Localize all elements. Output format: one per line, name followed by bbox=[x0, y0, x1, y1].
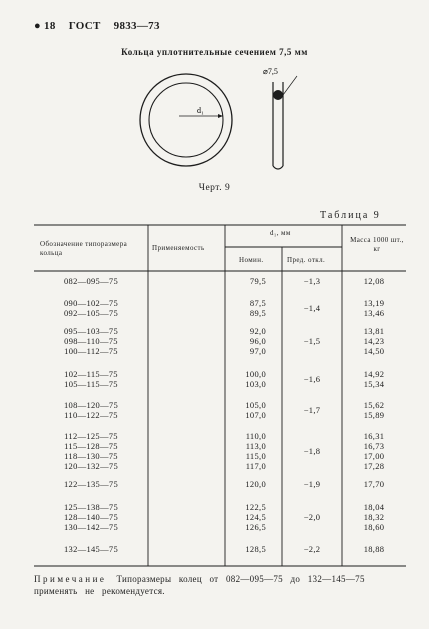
mass-cell-value: 16,31 bbox=[363, 431, 385, 441]
col-header-tolerance: Пред. откл. bbox=[287, 256, 326, 264]
col-header-applicability: Применяемость bbox=[152, 244, 205, 252]
mass-cell-value: 18,88 bbox=[363, 544, 385, 554]
designation-cell-value: 102—115—75 bbox=[64, 369, 118, 379]
designation-cell-value: 122—135—75 bbox=[64, 479, 118, 489]
col-header-mass: Масса 1000 шт., кг bbox=[350, 236, 404, 253]
nominal-cell bbox=[228, 544, 266, 554]
nominal-cell bbox=[228, 400, 266, 420]
nominal-cell-value: 126,5 bbox=[245, 522, 266, 532]
mass-cell-value: 17,00 bbox=[363, 451, 385, 461]
designation-cell bbox=[36, 544, 146, 554]
designation-cell-value: 090—102—75 bbox=[64, 298, 118, 308]
mass-cell-value: 15,89 bbox=[363, 410, 385, 420]
designation-cell-value: 100—112—75 bbox=[64, 346, 118, 356]
designation-cell-value: 110—122—75 bbox=[64, 410, 118, 420]
tolerance-cell: −1,4 bbox=[303, 303, 321, 313]
col-header-nominal: Номин. bbox=[239, 256, 264, 264]
d1-label: d₁ bbox=[197, 106, 204, 115]
tolerance-cell: −1,6 bbox=[303, 374, 321, 384]
designation-cell bbox=[36, 298, 146, 318]
page-number: 18 bbox=[44, 20, 56, 32]
designation-cell bbox=[36, 502, 146, 532]
mass-cell-value: 18,60 bbox=[363, 522, 385, 532]
nominal-cell-value: 128,5 bbox=[245, 544, 266, 554]
nominal-cell-value: 97,0 bbox=[249, 346, 266, 356]
mass-cell-value: 12,08 bbox=[363, 276, 385, 286]
tolerance-cell: −2,0 bbox=[303, 512, 321, 522]
nominal-cell-value: 110,0 bbox=[245, 431, 266, 441]
note-text: Типоразмеры колец от 082—095—75 до 132—145—75 применять не рекомендуется. bbox=[34, 574, 365, 596]
nominal-cell bbox=[228, 431, 266, 471]
nominal-cell-value: 100,0 bbox=[245, 369, 266, 379]
table-note bbox=[34, 573, 404, 597]
standard-number: 9833—73 bbox=[113, 20, 160, 32]
nominal-cell-value: 107,0 bbox=[245, 410, 266, 420]
nominal-cell bbox=[228, 298, 266, 318]
mass-cell-value: 17,28 bbox=[363, 461, 385, 471]
nominal-cell-value: 96,0 bbox=[249, 336, 266, 346]
nominal-cell-value: 89,5 bbox=[249, 308, 266, 318]
mass-cell-value: 15,62 bbox=[363, 400, 385, 410]
nominal-cell bbox=[228, 326, 266, 356]
designation-cell-value: 098—110—75 bbox=[64, 336, 118, 346]
designation-cell-value: 125—138—75 bbox=[64, 502, 118, 512]
mass-cell-value: 13,19 bbox=[363, 298, 385, 308]
mass-cell-value: 14,50 bbox=[363, 346, 385, 356]
designation-cell-value: 082—095—75 bbox=[64, 276, 118, 286]
nominal-cell-value: 120,0 bbox=[245, 479, 266, 489]
designation-cell bbox=[36, 276, 146, 286]
mass-cell bbox=[342, 400, 406, 420]
section-diameter-label: ⌀7,5 bbox=[263, 67, 278, 76]
mass-cell-value: 14,23 bbox=[363, 336, 385, 346]
mass-cell-value: 14,92 bbox=[363, 369, 385, 379]
designation-cell-value: 112—125—75 bbox=[64, 431, 118, 441]
mass-cell-value: 15,34 bbox=[363, 379, 385, 389]
designation-cell-value: 118—130—75 bbox=[64, 451, 118, 461]
nominal-cell bbox=[228, 502, 266, 532]
nominal-cell-value: 79,5 bbox=[249, 276, 266, 286]
mass-cell-value: 13,81 bbox=[363, 326, 385, 336]
designation-cell-value: 132—145—75 bbox=[64, 544, 118, 554]
designation-cell-value: 120—132—75 bbox=[64, 461, 118, 471]
nominal-cell-value: 92,0 bbox=[249, 326, 266, 336]
mass-cell-value: 13,46 bbox=[363, 308, 385, 318]
tolerance-cell: −1,7 bbox=[303, 405, 321, 415]
nominal-cell-value: 115,0 bbox=[245, 451, 266, 461]
mass-cell-value: 17,70 bbox=[363, 479, 385, 489]
mass-cell bbox=[342, 326, 406, 356]
mass-cell bbox=[342, 502, 406, 532]
designation-cell-value: 130—142—75 bbox=[64, 522, 118, 532]
designation-cell-value: 128—140—75 bbox=[64, 512, 118, 522]
note-label: Примечание bbox=[34, 574, 107, 584]
bullet-icon: ● bbox=[34, 20, 41, 32]
designation-cell-value: 115—128—75 bbox=[64, 441, 118, 451]
mass-cell bbox=[342, 479, 406, 489]
designation-cell bbox=[36, 479, 146, 489]
tolerance-cell: −1,5 bbox=[303, 336, 321, 346]
col-header-designation: Обозначение типоразмера кольца bbox=[40, 240, 128, 257]
nominal-cell bbox=[228, 369, 266, 389]
designation-cell bbox=[36, 326, 146, 356]
nominal-cell-value: 105,0 bbox=[245, 400, 266, 410]
figure-label: Черт. 9 bbox=[198, 183, 231, 193]
mass-cell-value: 18,32 bbox=[363, 512, 385, 522]
mass-cell bbox=[342, 298, 406, 318]
designation-cell-value: 105—115—75 bbox=[64, 379, 118, 389]
designation-cell-value: 095—103—75 bbox=[64, 326, 118, 336]
designation-cell-value: 108—120—75 bbox=[64, 400, 118, 410]
mass-cell bbox=[342, 431, 406, 471]
mass-cell-value: 18,04 bbox=[363, 502, 385, 512]
tolerance-cell: −1,8 bbox=[303, 446, 321, 456]
nominal-cell bbox=[228, 276, 266, 286]
mass-cell bbox=[342, 369, 406, 389]
mass-cell-value: 16,73 bbox=[363, 441, 385, 451]
nominal-cell-value: 113,0 bbox=[245, 441, 266, 451]
nominal-cell-value: 122,5 bbox=[245, 502, 266, 512]
nominal-cell-value: 87,5 bbox=[249, 298, 266, 308]
tolerance-cell: −1,9 bbox=[303, 479, 321, 489]
mass-cell bbox=[342, 276, 406, 286]
table-label: Таблица 9 bbox=[320, 210, 381, 221]
col-header-d1: d₁, мм bbox=[270, 229, 291, 237]
tolerance-cell: −2,2 bbox=[303, 544, 321, 554]
section-caption: Кольца уплотнительные сечением 7,5 мм bbox=[121, 47, 308, 57]
nominal-cell-value: 117,0 bbox=[245, 461, 266, 471]
tolerance-cell: −1,3 bbox=[303, 276, 321, 286]
designation-cell bbox=[36, 369, 146, 389]
nominal-cell-value: 124,5 bbox=[245, 512, 266, 522]
standard-label: ГОСТ bbox=[68, 20, 101, 32]
nominal-cell-value: 103,0 bbox=[245, 379, 266, 389]
designation-cell-value: 092—105—75 bbox=[64, 308, 118, 318]
nominal-cell bbox=[228, 479, 266, 489]
mass-cell bbox=[342, 544, 406, 554]
designation-cell bbox=[36, 400, 146, 420]
designation-cell bbox=[36, 431, 146, 471]
